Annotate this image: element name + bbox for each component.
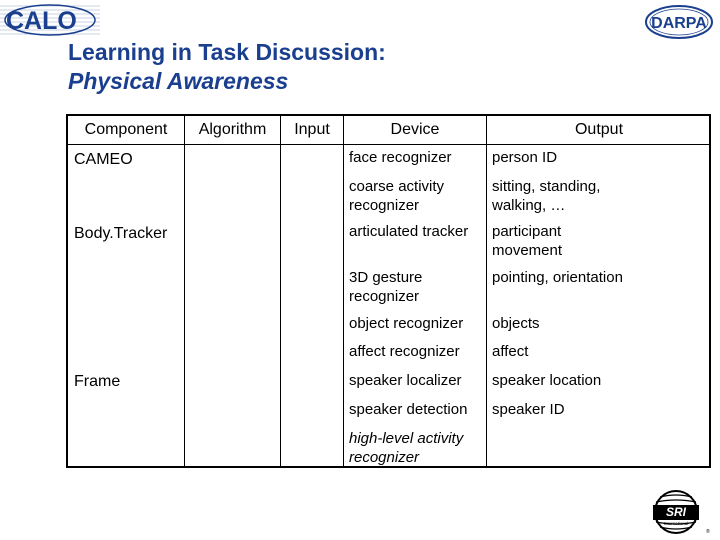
column-divider: [486, 116, 487, 466]
calo-logo: [0, 0, 100, 40]
header-output: Output: [574, 121, 624, 138]
title-line-1: Learning in Task Discussion:: [68, 39, 386, 65]
column-divider: [280, 116, 281, 466]
calo-logo-text: CALO: [6, 7, 77, 35]
device-cell: high-level activity recognizer: [349, 430, 464, 466]
component-bodytracker: Body.Tracker: [74, 225, 168, 242]
header-input: Input: [294, 121, 330, 138]
output-cell: speaker location: [492, 372, 602, 389]
component-cameo: CAMEO: [74, 151, 133, 168]
component-frame: Frame: [74, 373, 121, 390]
column-divider: [343, 116, 344, 466]
device-cell: 3D gesture recognizer: [349, 269, 423, 305]
output-cell: sitting, standing, walking, …: [492, 178, 601, 214]
sri-logo: [646, 488, 710, 536]
device-cell: articulated tracker: [349, 223, 469, 240]
output-cell: speaker ID: [492, 401, 565, 418]
device-cell: affect recognizer: [349, 343, 460, 360]
header-component: Component: [84, 121, 168, 138]
svg-text:®: ®: [706, 529, 710, 535]
output-cell: pointing, orientation: [492, 269, 623, 286]
header-device: Device: [390, 121, 440, 138]
sri-logo-text: SRI: [665, 505, 687, 519]
capabilities-table: [66, 114, 711, 468]
header-divider: [68, 144, 709, 145]
darpa-logo-text: DARPA: [651, 15, 707, 32]
output-cell: objects: [492, 315, 540, 332]
header-algorithm: Algorithm: [198, 121, 267, 138]
output-cell: participant movement: [492, 223, 563, 259]
device-cell: speaker localizer: [349, 372, 462, 389]
device-cell: face recognizer: [349, 149, 452, 166]
device-cell: coarse activity recognizer: [349, 178, 445, 214]
device-cell: object recognizer: [349, 315, 464, 332]
darpa-logo: [644, 4, 714, 40]
slide-title: [68, 38, 386, 96]
title-line-2: Physical Awareness: [68, 68, 289, 94]
device-cell: speaker detection: [349, 401, 468, 418]
sri-logo-subtext: International: [663, 521, 689, 526]
output-cell: affect: [492, 343, 529, 360]
column-divider: [184, 116, 185, 466]
output-cell: person ID: [492, 149, 558, 166]
